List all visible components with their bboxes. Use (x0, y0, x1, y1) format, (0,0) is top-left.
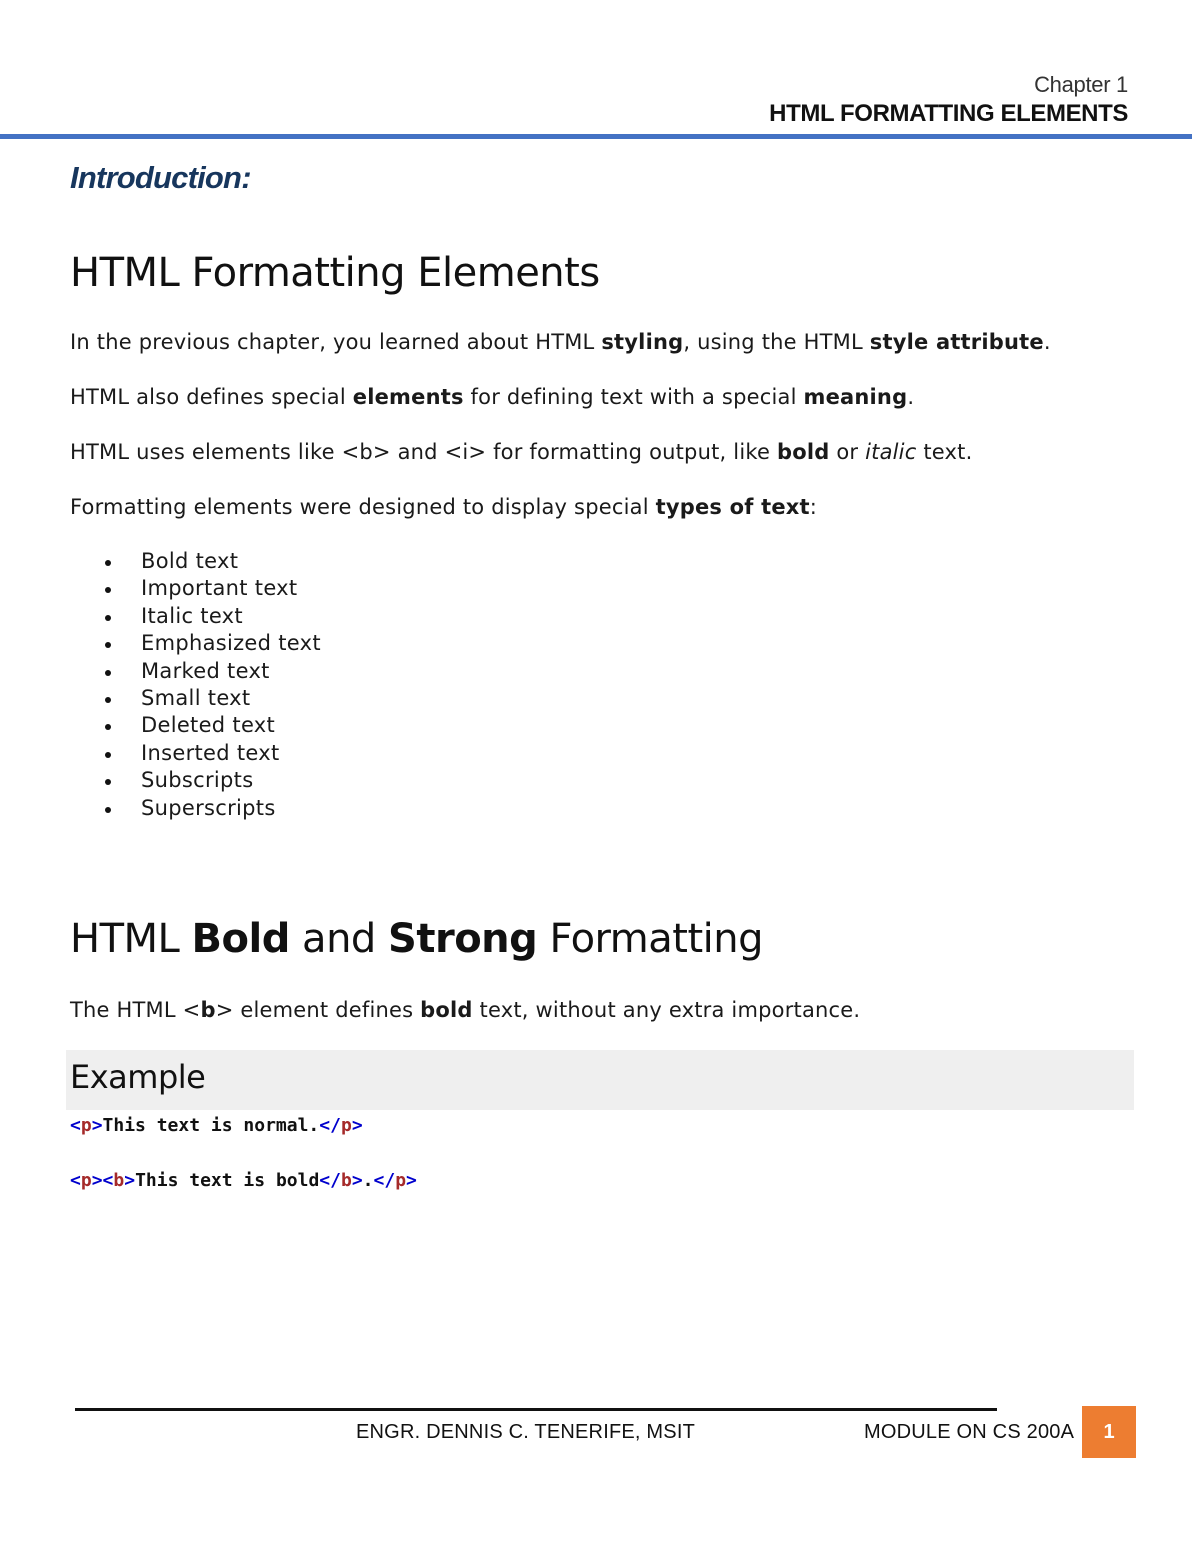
list-item-label: Small text (141, 685, 251, 710)
header-title: HTML FORMATTING ELEMENTS (769, 100, 1128, 127)
paragraph-types-of-text (70, 495, 817, 519)
list-item-label: Inserted text (141, 740, 280, 765)
list-item (70, 630, 321, 657)
list-item-label: Superscripts (141, 795, 276, 820)
list-item (70, 685, 321, 712)
list-item-label: Bold text (141, 549, 239, 573)
bold-segment: bold (776, 440, 830, 464)
code-bracket: < (70, 1115, 81, 1136)
list-item (70, 658, 321, 685)
code-tag: b (340, 1170, 352, 1191)
list-item (70, 795, 321, 822)
code-bracket: < (70, 1170, 81, 1191)
example-label: Example (70, 1058, 206, 1096)
list-item-label: Important text (141, 576, 298, 601)
bold-segment: style attribute (869, 330, 1044, 354)
footer-divider (75, 1408, 997, 1411)
text-segment: The HTML < (70, 998, 201, 1022)
section-heading-formatting-elements: HTML Formatting Elements (70, 250, 600, 296)
bullet-icon (105, 807, 111, 813)
code-text: This text is bold (135, 1170, 320, 1191)
text-segment: . (907, 385, 915, 409)
code-bracket: > (406, 1170, 417, 1191)
bullet-icon (105, 752, 111, 758)
code-bracket: < (102, 1170, 114, 1191)
list-item (70, 603, 321, 630)
bullet-icon (105, 779, 111, 785)
page-number-badge (1082, 1406, 1136, 1458)
paragraph-previous-chapter (70, 330, 1051, 354)
text-segment: In the previous chapter, you learned about HTML (70, 330, 602, 354)
list-item (70, 712, 321, 739)
text-segment: for defining text with a special (463, 385, 804, 409)
code-bracket: > (91, 1115, 103, 1136)
text-segment: text. (916, 440, 973, 464)
header-divider (0, 134, 1192, 139)
section-heading-bold-strong (70, 916, 763, 962)
text-segment: text, without any extra importance. (472, 998, 861, 1022)
text-segment: : (809, 495, 818, 519)
text-segment: , using the HTML (683, 330, 870, 354)
text-types-list (70, 548, 321, 822)
bullet-icon (105, 697, 111, 703)
list-item (70, 740, 321, 767)
header-chapter: Chapter 1 (1034, 72, 1128, 97)
bullet-icon (105, 642, 111, 648)
code-bracket: > (91, 1170, 103, 1191)
bullet-icon (105, 670, 111, 676)
code-text: . (362, 1170, 374, 1191)
code-tag: b (113, 1170, 125, 1191)
page-number: 1 (1103, 1420, 1115, 1443)
heading-segment: and (289, 916, 389, 962)
bold-segment: types of text (655, 495, 810, 519)
list-item-label: Deleted text (141, 713, 276, 738)
code-tag: p (80, 1170, 92, 1191)
list-item (70, 767, 321, 794)
footer-module: MODULE ON CS 200A (864, 1421, 1075, 1443)
italic-segment: italic (865, 440, 917, 464)
code-tag: p (340, 1115, 352, 1136)
code-bracket: > (351, 1115, 363, 1136)
code-tag: p (395, 1170, 407, 1191)
heading-bold-segment: Bold (191, 916, 290, 962)
bold-segment: meaning (803, 385, 908, 409)
text-segment: Formatting elements were designed to display special (70, 495, 656, 519)
heading-segment: Formatting (537, 916, 763, 962)
list-item-label: Emphasized text (141, 631, 321, 656)
list-item (70, 548, 321, 575)
list-item-label: Italic text (141, 603, 243, 628)
heading-bold-segment: Strong (388, 916, 538, 962)
bold-segment: styling (601, 330, 684, 354)
bullet-icon (105, 587, 111, 593)
list-item-label: Subscripts (141, 768, 254, 793)
paragraph-bold-italic (70, 440, 972, 464)
bullet-icon (105, 724, 111, 730)
bold-segment: bold (420, 998, 473, 1022)
bold-segment: elements (352, 385, 464, 409)
text-segment: or (829, 440, 866, 464)
paragraph-special-elements (70, 385, 914, 409)
code-bracket: > (351, 1170, 363, 1191)
text-segment: > element defines (215, 998, 421, 1022)
code-tag: p (80, 1115, 92, 1136)
code-bracket: </ (319, 1115, 341, 1136)
code-bracket: > (124, 1170, 136, 1191)
text-segment: . (1043, 330, 1051, 354)
list-item (70, 575, 321, 602)
footer-author: ENGR. DENNIS C. TENERIFE, MSIT (356, 1421, 695, 1443)
code-bracket: </ (373, 1170, 396, 1191)
paragraph-b-element (70, 998, 860, 1022)
bold-segment: b (200, 998, 216, 1022)
code-bracket: </ (319, 1170, 341, 1191)
list-item-label: Marked text (141, 658, 270, 683)
code-line-bold (70, 1170, 417, 1191)
text-segment: HTML uses elements like <b> and <i> for formatting output, like (70, 440, 777, 464)
text-segment: HTML also defines special (70, 385, 353, 409)
code-line-normal (70, 1115, 363, 1136)
heading-segment: HTML (70, 916, 192, 962)
bullet-icon (105, 615, 111, 621)
bullet-icon (105, 560, 111, 566)
intro-heading: Introduction: (70, 160, 251, 195)
example-box (66, 1050, 1134, 1110)
code-text: This text is normal. (102, 1115, 320, 1136)
